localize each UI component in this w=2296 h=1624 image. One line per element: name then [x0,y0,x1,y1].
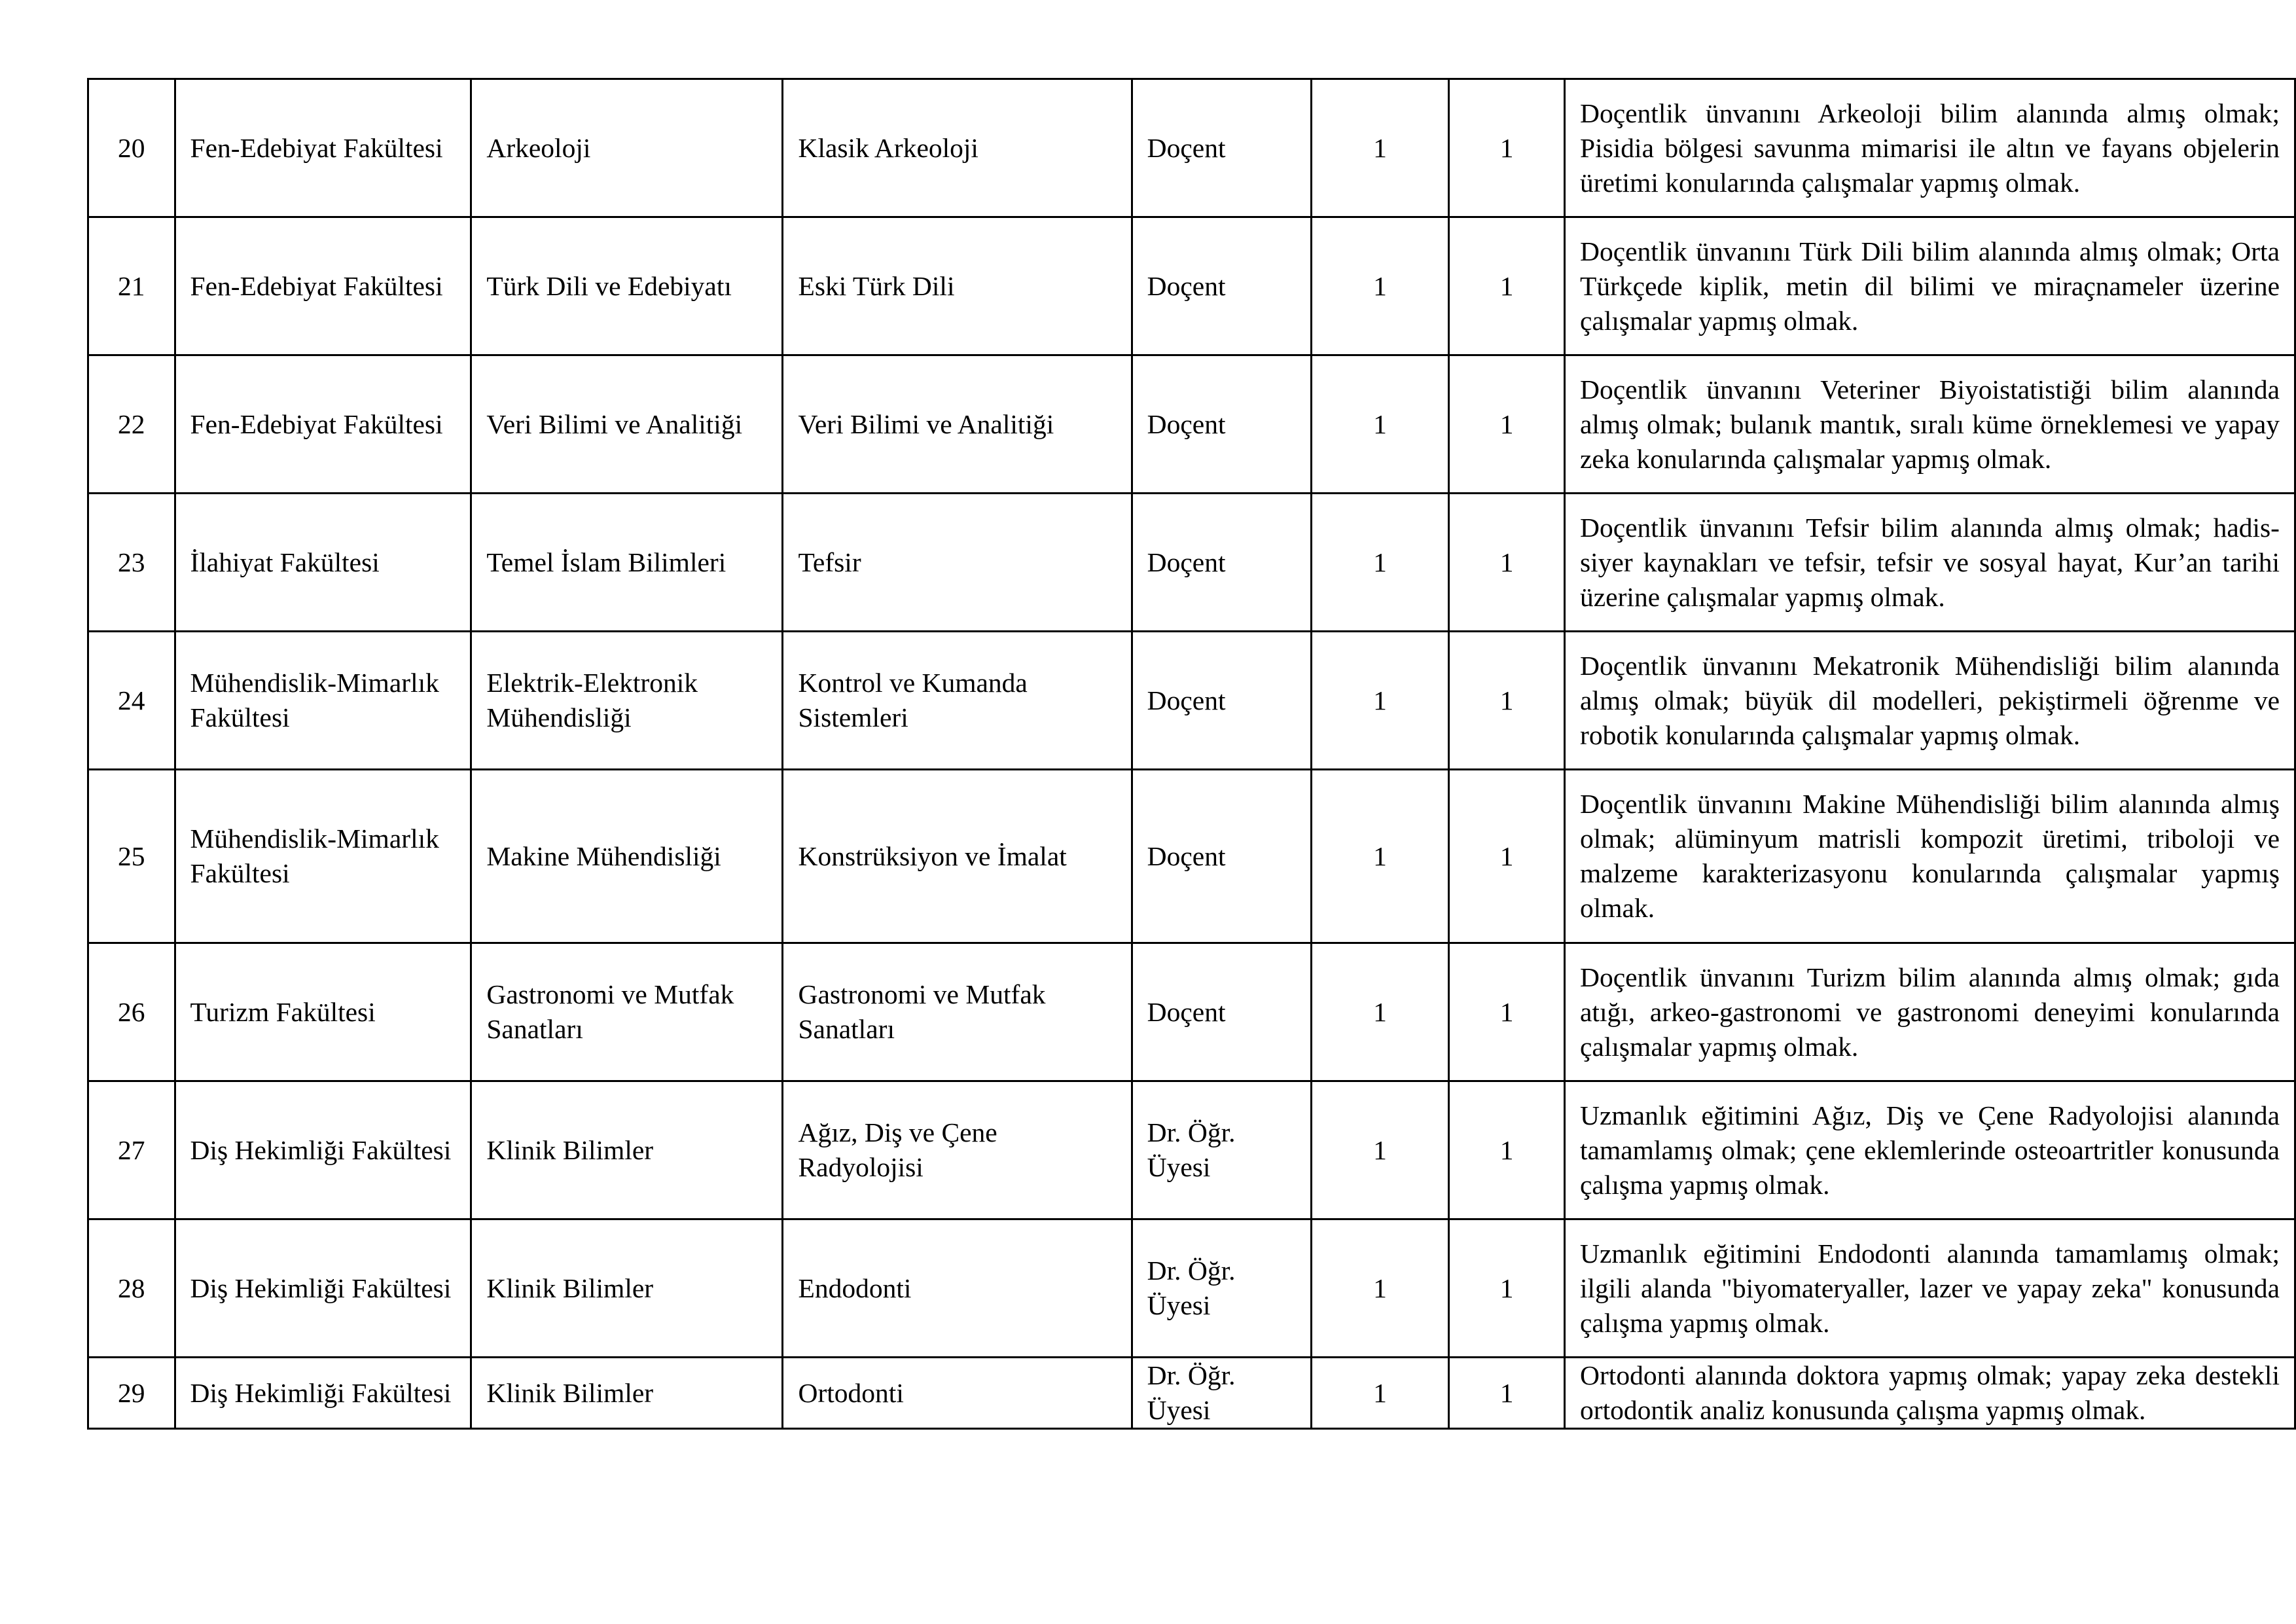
title-cell: Doçent [1132,494,1311,632]
requirement-cell: Doçentlik ünvanını Turizm bilim alanında almış olmak; gıda atığı, arkeo-gastronomi ve gastronomi deneyimi konularında çalışmalar yapmış olmak. [1565,943,2295,1081]
department-cell: Temel İslam Bilimleri [471,494,783,632]
title-cell: Doçent [1132,217,1311,355]
department-cell: Makine Mühendisliği [471,770,783,943]
count-cell: 1 [1449,355,1565,494]
title-cell: Doçent [1132,79,1311,217]
faculty-cell: Diş Hekimliği Fakültesi [175,1358,471,1429]
table-row [88,1219,2295,1358]
title-cell: Doçent [1132,943,1311,1081]
field-cell: Kontrol ve Kumanda Sistemleri [783,632,1132,770]
field-cell: Klasik Arkeoloji [783,79,1132,217]
title-cell: Doçent [1132,632,1311,770]
count-cell: 1 [1311,1219,1449,1358]
department-cell: Arkeoloji [471,79,783,217]
count-cell: 1 [1311,79,1449,217]
row-number: 25 [88,770,175,943]
count-cell: 1 [1449,79,1565,217]
count-cell: 1 [1311,770,1449,943]
row-number: 24 [88,632,175,770]
row-number: 27 [88,1081,175,1219]
title-cell: Dr. Öğr. Üyesi [1132,1358,1311,1429]
table-row [88,79,2295,217]
row-number: 23 [88,494,175,632]
table-row [88,217,2295,355]
department-cell: Gastronomi ve Mutfak Sanatları [471,943,783,1081]
field-cell: Tefsir [783,494,1132,632]
count-cell: 1 [1311,494,1449,632]
faculty-cell: Fen-Edebiyat Fakültesi [175,79,471,217]
table-row [88,1081,2295,1219]
count-cell: 1 [1449,1081,1565,1219]
requirement-cell: Doçentlik ünvanını Mekatronik Mühendisliği bilim alanında almış olmak; büyük dil modelleri, pekiştirmeli öğrenme ve robotik konularında çalışmalar yapmış olmak. [1565,632,2295,770]
count-cell: 1 [1449,1219,1565,1358]
field-cell: Konstrüksiyon ve İmalat [783,770,1132,943]
requirement-cell: Ortodonti alanında doktora yapmış olmak; yapay zeka destekli ortodontik analiz konusunda çalışma yapmış olmak. [1565,1358,2295,1429]
field-cell: Eski Türk Dili [783,217,1132,355]
field-cell: Veri Bilimi ve Analitiği [783,355,1132,494]
field-cell: Ortodonti [783,1358,1132,1429]
count-cell: 1 [1449,632,1565,770]
field-cell: Endodonti [783,1219,1132,1358]
count-cell: 1 [1311,355,1449,494]
count-cell: 1 [1311,1358,1449,1429]
count-cell: 1 [1311,1081,1449,1219]
table-row [88,770,2295,943]
table-row [88,632,2295,770]
department-cell: Klinik Bilimler [471,1358,783,1429]
faculty-cell: Mühendislik-Mimarlık Fakültesi [175,632,471,770]
field-cell: Gastronomi ve Mutfak Sanatları [783,943,1132,1081]
table-row [88,494,2295,632]
faculty-cell: Turizm Fakültesi [175,943,471,1081]
row-number: 21 [88,217,175,355]
count-cell: 1 [1449,217,1565,355]
requirement-cell: Doçentlik ünvanını Makine Mühendisliği bilim alanında almış olmak; alüminyum matrisli kompozit üretimi, triboloji ve malzeme karakterizasyonu konularında çalışmalar yapmış olmak. [1565,770,2295,943]
count-cell: 1 [1449,943,1565,1081]
faculty-cell: Diş Hekimliği Fakültesi [175,1219,471,1358]
count-cell: 1 [1449,770,1565,943]
table-row [88,355,2295,494]
faculty-cell: Mühendislik-Mimarlık Fakültesi [175,770,471,943]
requirement-cell: Doçentlik ünvanını Veteriner Biyoistatistiği bilim alanında almış olmak; bulanık mantık, sıralı küme örneklemesi ve yapay zeka konularında çalışmalar yapmış olmak. [1565,355,2295,494]
row-number: 26 [88,943,175,1081]
table-row [88,1358,2295,1429]
department-cell: Elektrik-Elektronik Mühendisliği [471,632,783,770]
requirement-cell: Doçentlik ünvanını Türk Dili bilim alanında almış olmak; Orta Türkçede kiplik, metin dil bilimi ve miraçnameler üzerine çalışmalar yapmış olmak. [1565,217,2295,355]
faculty-cell: Fen-Edebiyat Fakültesi [175,217,471,355]
field-cell: Ağız, Diş ve Çene Radyolojisi [783,1081,1132,1219]
requirement-cell: Doçentlik ünvanını Tefsir bilim alanında almış olmak; hadis-siyer kaynakları ve tefsir, tefsir ve sosyal hayat, Kur’an tarihi üzerine çalışmalar yapmış olmak. [1565,494,2295,632]
row-number: 20 [88,79,175,217]
faculty-cell: Diş Hekimliği Fakültesi [175,1081,471,1219]
department-cell: Klinik Bilimler [471,1081,783,1219]
table-row [88,943,2295,1081]
row-number: 29 [88,1358,175,1429]
row-number: 28 [88,1219,175,1358]
positions-table [87,78,2296,1430]
requirement-cell: Uzmanlık eğitimini Endodonti alanında tamamlamış olmak; ilgili alanda "biyomateryaller, lazer ve yapay zeka" konusunda çalışma yapmış olmak. [1565,1219,2295,1358]
title-cell: Doçent [1132,355,1311,494]
title-cell: Dr. Öğr. Üyesi [1132,1081,1311,1219]
faculty-cell: Fen-Edebiyat Fakültesi [175,355,471,494]
requirement-cell: Uzmanlık eğitimini Ağız, Diş ve Çene Radyolojisi alanında tamamlamış olmak; çene eklemlerinde osteoartritler konusunda çalışma yapmış olmak. [1565,1081,2295,1219]
count-cell: 1 [1449,494,1565,632]
department-cell: Veri Bilimi ve Analitiği [471,355,783,494]
count-cell: 1 [1311,217,1449,355]
department-cell: Klinik Bilimler [471,1219,783,1358]
faculty-cell: İlahiyat Fakültesi [175,494,471,632]
department-cell: Türk Dili ve Edebiyatı [471,217,783,355]
count-cell: 1 [1311,943,1449,1081]
count-cell: 1 [1311,632,1449,770]
requirement-cell: Doçentlik ünvanını Arkeoloji bilim alanında almış olmak; Pisidia bölgesi savunma mimarisi ile altın ve fayans objelerin üretimi konularında çalışmalar yapmış olmak. [1565,79,2295,217]
title-cell: Doçent [1132,770,1311,943]
title-cell: Dr. Öğr. Üyesi [1132,1219,1311,1358]
row-number: 22 [88,355,175,494]
count-cell: 1 [1449,1358,1565,1429]
